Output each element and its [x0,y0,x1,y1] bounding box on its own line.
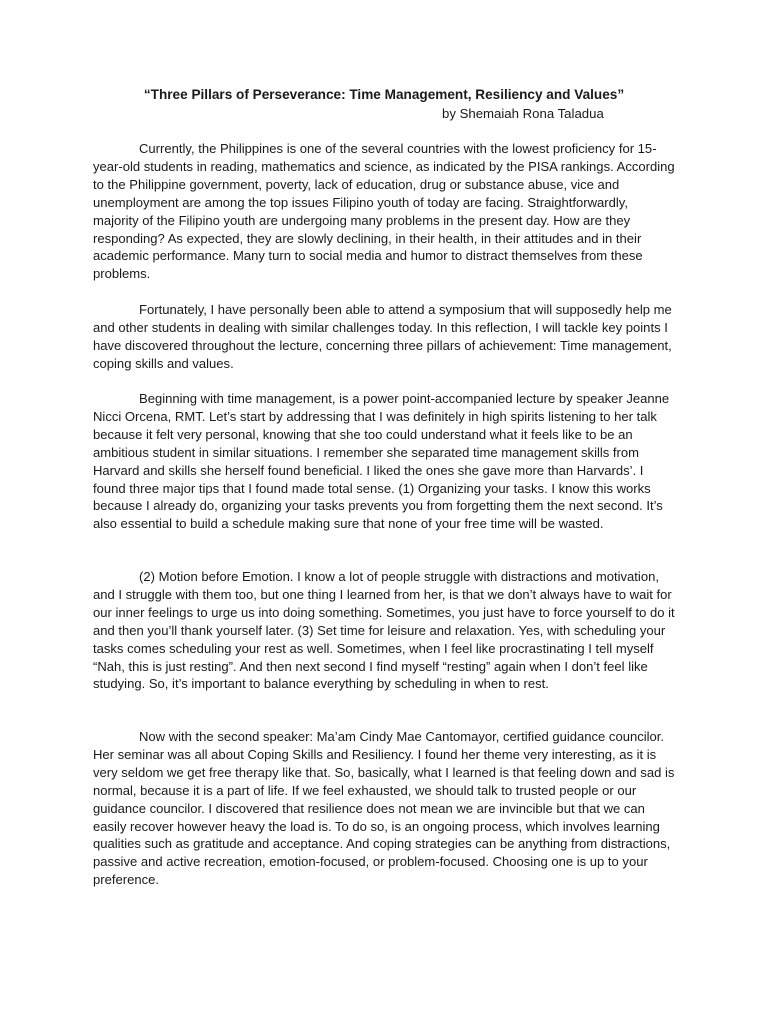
author-byline: by Shemaiah Rona Taladua [442,106,604,121]
paragraph-5: Now with the second speaker: Ma’am Cindy Mae Cantomayor, certified guidance councilor. Her seminar was all about Coping Skills and Resiliency. I found her theme very interesting, as it is very seldom we get free therapy like that. So, basically, what I learned is that feeling down and sad is normal, because it is a part of life. If we feel exhausted, we should talk to trusted people or our guidance councilor. I discovered that resilience does not mean we are invincible but that we can easily recover however heavy the load is. To do so, is an ongoing process, which involves learning qualities such as gratitude and acceptance. And coping strategies can be anything from distractions, passive and active recreation, emotion-focused, or problem-focused. Choosing one is up to your preference. [93,729,675,888]
paragraph-2: Fortunately, I have personally been able to attend a symposium that will supposedly help me and other students in dealing with similar challenges today. In this reflection, I will tackle key points I have discovered throughout the lecture, concerning three pillars of achievement: Time management, coping skills and values. [93,302,672,371]
paragraph-1: Currently, the Philippines is one of the several countries with the lowest proficiency for 15-year-old students in reading, mathematics and science, as indicated by the PISA rankings. According to the Philippine government, poverty, lack of education, drug or substance abuse, vice and unemployment are among the top issues Filipino youth of today are facing. Straightforwardly, majority of the Filipino youth are undergoing many problems in the present day. How are they responding? As expected, they are slowly declining, in their health, in their attitudes and in their academic performance. Many turn to social media and humor to distract themselves from these problems. [93,141,675,282]
document-title: “Three Pillars of Perseverance: Time Management, Resiliency and Values” [143,87,625,102]
paragraph-4: (2) Motion before Emotion. I know a lot of people struggle with distractions and motivation, and I struggle with them too, but one thing I learned from her, is that we don’t always have to wait for our inner feelings to urge us into doing something. Sometimes, you just have to force yourself to do it and then you’ll thank yourself later. (3) Set time for leisure and relaxation. Yes, with scheduling your tasks comes scheduling your rest as well. Sometimes, when I feel like procrastinating I tell myself “Nah, this is just resting”. And then next second I find myself “resting” again when I don’t feel like studying. So, it’s important to balance everything by scheduling in when to rest. [93,569,675,692]
paragraph-3: Beginning with time management, is a power point-accompanied lecture by speaker Jeanne Nicci Orcena, RMT. Let’s start by addressing that I was definitely in high spirits listening to her talk because it felt very personal, knowing that she too could understand what it feels like to be an ambitious student in similar situations. I remember she separated time management skills from Harvard and skills she herself found beneficial. I liked the ones she gave more than Harvards’. I found three major tips that I found made total sense. (1) Organizing your tasks. I know this works because I already do, organizing your tasks prevents you from forgetting them the next second. It’s also essential to build a schedule making sure that none of your free time will be wasted. [93,391,670,532]
